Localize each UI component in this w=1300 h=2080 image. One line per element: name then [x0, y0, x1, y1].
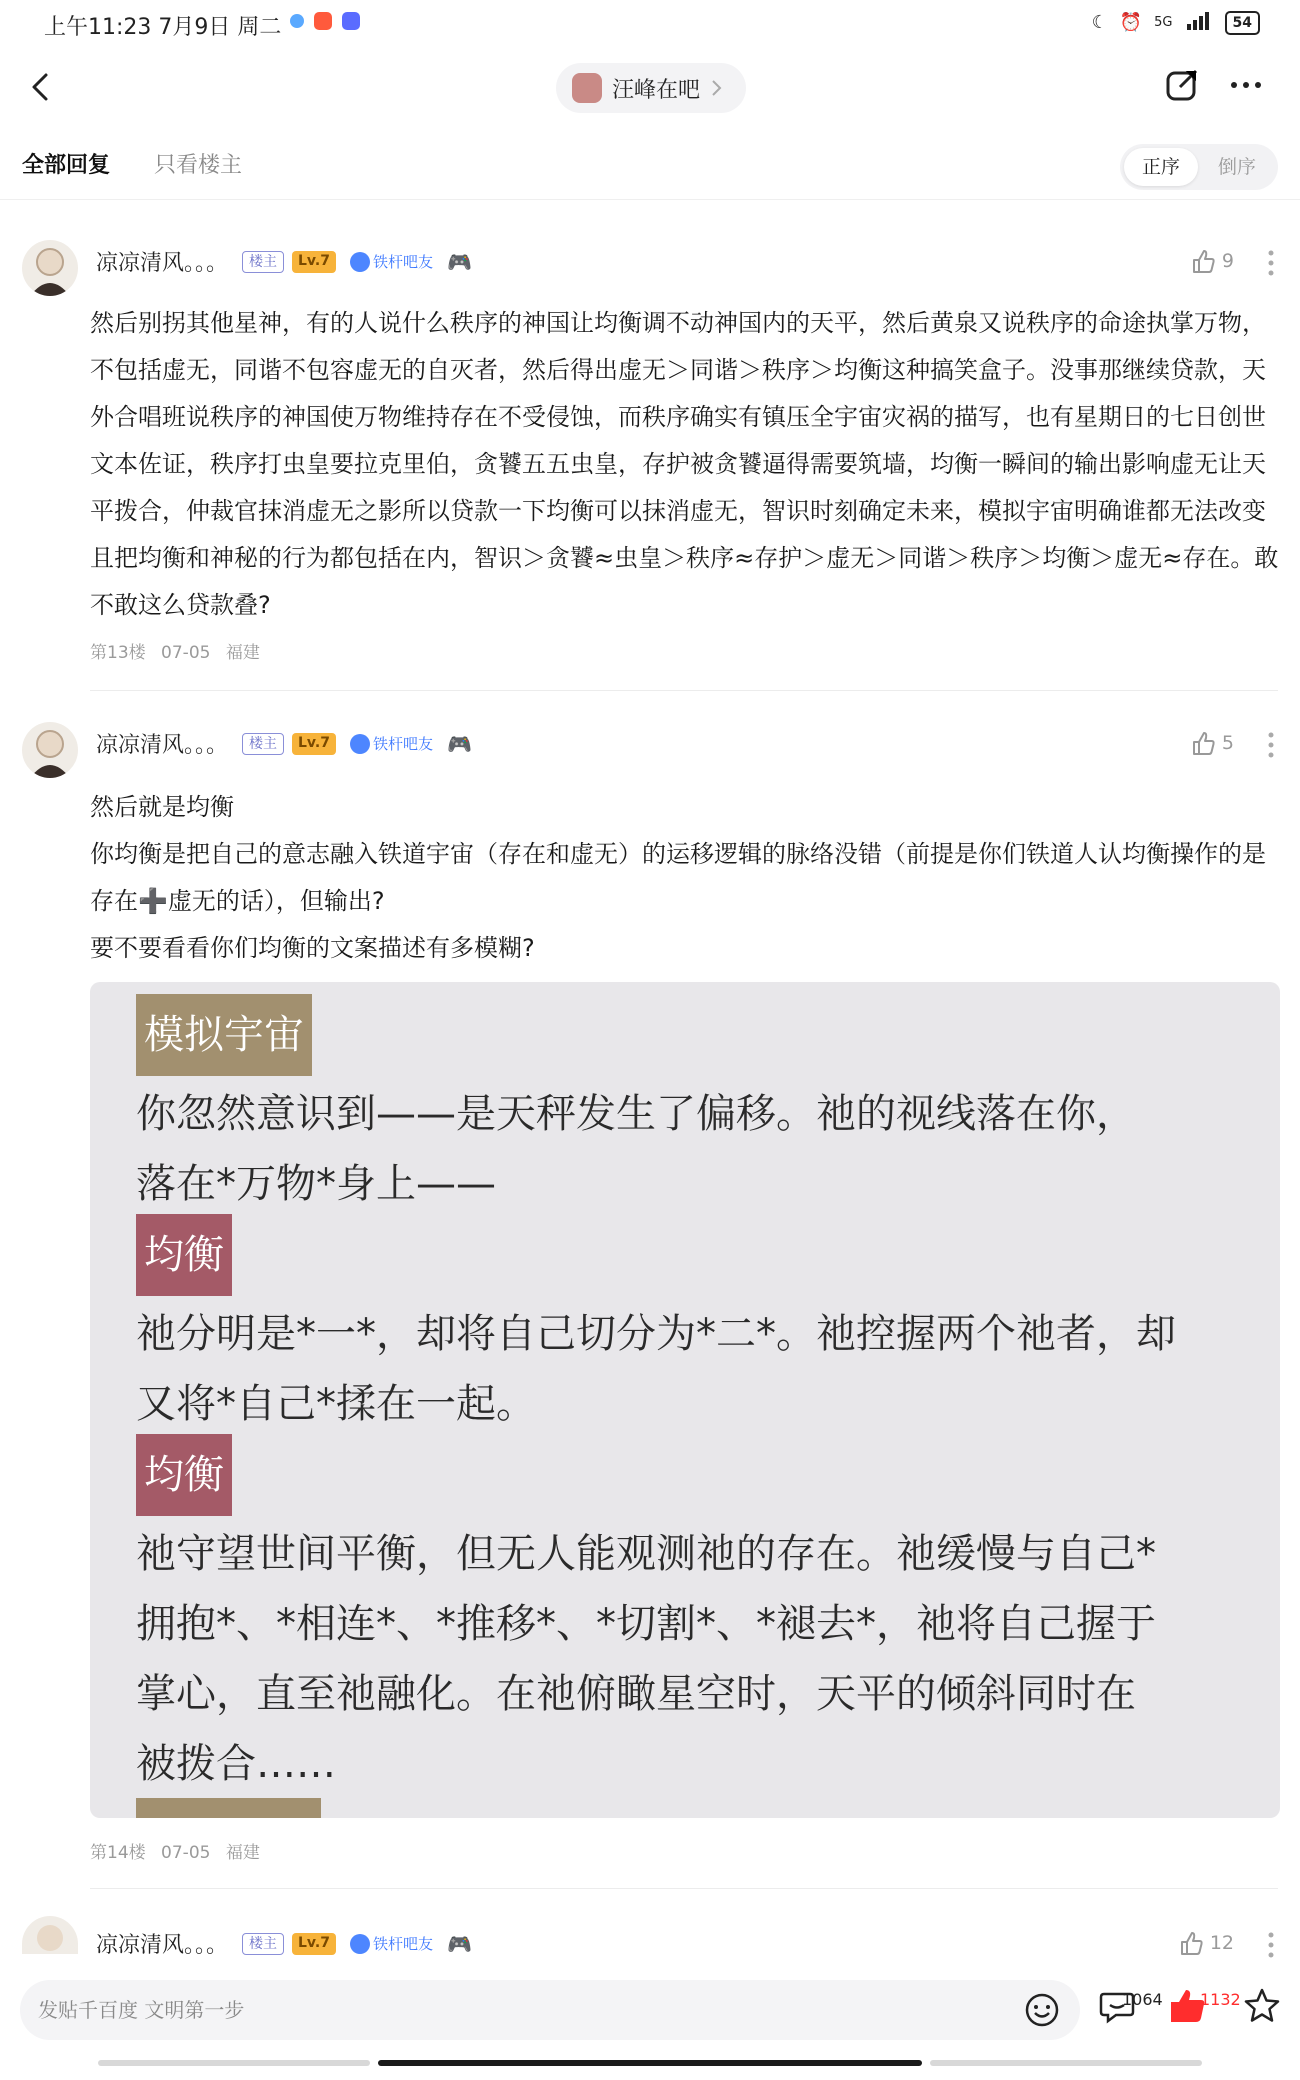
image-tag: 均衡: [136, 1214, 232, 1296]
thumb-up-icon: [1190, 730, 1216, 756]
op-badge: 楼主: [242, 1933, 284, 1955]
more-icon: [1228, 67, 1264, 103]
reply-input[interactable]: [38, 1980, 978, 2040]
author-name[interactable]: 凉凉清风。。。: [96, 1933, 229, 1958]
post-image[interactable]: [90, 982, 1280, 1818]
emoji-badge-icon: 🎮: [447, 249, 472, 274]
like-count: 9: [1221, 250, 1234, 272]
image-text-line: 落在*万物*身上——: [136, 1161, 496, 1207]
fan-badge-icon: [350, 252, 370, 272]
order-asc-button[interactable]: 正序: [1124, 148, 1198, 186]
image-tag: 模拟宇宙: [136, 994, 312, 1076]
fan-badge-icon: [350, 734, 370, 754]
image-text-line: 掌心，直至祂融化。在祂俯瞰星空时，天平的倾斜同时在: [136, 1671, 1136, 1717]
floor-number: 第13楼: [90, 643, 146, 663]
forum-entry-button[interactable]: [556, 63, 746, 113]
star-icon: [1242, 1986, 1282, 2026]
status-app-icons: [290, 12, 360, 30]
avatar[interactable]: [22, 722, 78, 778]
app-notification-icon: [290, 14, 304, 28]
share-icon: [1164, 67, 1200, 103]
fan-badge: 铁杆吧友: [344, 733, 439, 755]
gesture-bar: [98, 2060, 370, 2066]
floor-number: 第14楼: [90, 1843, 146, 1863]
post-more-icon[interactable]: [1268, 250, 1274, 276]
avatar[interactable]: [22, 1916, 78, 1954]
like-count: 5: [1221, 732, 1234, 754]
image-cropped-tag: [136, 1798, 321, 1818]
share-button[interactable]: [1164, 67, 1200, 107]
like-count: 1132: [1200, 1990, 1241, 2009]
post-date: 07-05: [161, 643, 211, 663]
post-content: 然后就是均衡 你均衡是把自己的意志融入铁道宇宙（存在和虚无）的运移逻辑的脉络没错（前提是你们铁道人认均衡操作的是存在➕虚无的话），但输出? 要不要看看你们均衡的文案描述有多模糊?: [90, 793, 1266, 962]
forum-avatar: [572, 73, 602, 103]
signal-icon: [1185, 10, 1213, 35]
fan-badge-icon: [350, 1934, 370, 1954]
post-content: 然后别拐其他星神，有的人说什么秩序的神国让均衡调不动神国内的天平，然后黄泉又说秩序的命途执掌万物，不包括虚无，同谐不包容虚无的自灭者，然后得出虚无＞同谐＞秩序＞均衡这种搞笑盒子。没事那继续贷款，天外合唱班说秩序的神国使万物维持存在不受侵蚀，而秩序确实有镇压全宇宙灾祸的描写，也有星期日的七日创世文本佐证，秩序打虫皇要拉克里伯，贪饕五五虫皇，存护被贪饕逼得需要筑墙，均衡一瞬间的输出影响虚无让天平拨合，仲裁官抹消虚无之影所以贷款一下均衡可以抹消虚无，智识时刻确定未来，模拟宇宙明确谁都无法改变且把均衡和神秘的行为都包括在内，智识＞贪饕≈虫皇＞秩序≈存护＞虚无＞同谐＞秩序＞均衡＞虚无≈存在。敢不敢这么贷款叠?: [90, 309, 1279, 619]
battery-icon: 54: [1225, 11, 1260, 35]
author-name[interactable]: 凉凉清风。。。: [96, 251, 229, 276]
op-badge: 楼主: [242, 733, 284, 755]
app-notification-icon: [314, 12, 332, 30]
thumb-up-icon: [1178, 1930, 1204, 1956]
image-text-line: 又将*自己*揉在一起。: [136, 1381, 536, 1427]
like-button[interactable]: [1178, 1930, 1234, 1956]
top-nav: [0, 55, 1300, 125]
moon-icon: ☾: [1091, 12, 1108, 33]
forum-name: 汪峰在吧: [612, 77, 701, 103]
image-tag: 均衡: [136, 1434, 232, 1516]
chevron-right-icon: [710, 77, 724, 99]
emoji-badge-icon: 🎮: [447, 1931, 472, 1956]
status-indicators: [1092, 10, 1260, 35]
post-location: 福建: [225, 1843, 260, 1863]
favorite-button[interactable]: [1242, 1986, 1282, 2030]
level-badge: Lv.7: [292, 733, 336, 755]
post-meta: [90, 1838, 270, 1863]
post-date: 07-05: [161, 1843, 211, 1863]
image-text-line: 祂分明是*一*，却将自己切分为*二*。祂控握两个祂者，却: [136, 1311, 1176, 1357]
divider: [90, 690, 1278, 691]
alarm-icon: ⏰: [1119, 12, 1143, 33]
fan-badge: 铁杆吧友: [344, 1933, 439, 1955]
gesture-bar[interactable]: [378, 2060, 922, 2066]
status-bar: [0, 0, 1300, 50]
order-desc-button[interactable]: 倒序: [1217, 156, 1256, 178]
emoji-icon: [1024, 1992, 1060, 2028]
op-badge: 楼主: [242, 251, 284, 273]
post-more-icon[interactable]: [1268, 732, 1274, 758]
post-meta: [90, 638, 270, 663]
image-text-line: 拥抱*、*相连*、*推移*、*切割*、*褪去*，祂将自己握于: [136, 1601, 1156, 1647]
level-badge: Lv.7: [292, 251, 336, 273]
post-location: 福建: [225, 643, 260, 663]
app-notification-icon: [342, 12, 360, 30]
image-text-line: 被拨合……: [136, 1741, 336, 1787]
avatar[interactable]: [22, 240, 78, 296]
like-button[interactable]: [1190, 730, 1234, 756]
reply-filter-tabs: [0, 140, 1300, 200]
post-more-icon[interactable]: [1268, 1932, 1274, 1958]
divider: [90, 1888, 1278, 1889]
emoji-badge-icon: 🎮: [447, 731, 472, 756]
like-button[interactable]: [1190, 248, 1234, 274]
fan-badge: 铁杆吧友: [344, 251, 439, 273]
thumb-up-icon: [1190, 248, 1216, 274]
order-toggle: [1120, 144, 1278, 190]
back-button[interactable]: [22, 67, 62, 107]
emoji-button[interactable]: [1024, 1992, 1060, 2032]
level-badge: Lv.7: [292, 1933, 336, 1955]
status-time: 上午11:23 7月9日 周二: [44, 15, 282, 40]
chevron-left-icon: [22, 67, 62, 107]
author-name[interactable]: 凉凉清风。。。: [96, 733, 229, 758]
image-text-line: 你忽然意识到——是天秤发生了偏移。祂的视线落在你，: [136, 1091, 1136, 1137]
reply-composer: [20, 1980, 1080, 2040]
network-label: 5G: [1154, 15, 1173, 30]
gesture-bar: [930, 2060, 1202, 2066]
like-count: 12: [1209, 1932, 1234, 1954]
tab-op-only[interactable]: 只看楼主: [154, 153, 243, 178]
more-menu-button[interactable]: [1228, 67, 1264, 107]
comment-count: 1064: [1122, 1990, 1163, 2009]
tab-all-replies[interactable]: 全部回复: [22, 153, 111, 178]
image-text-line: 祂守望世间平衡，但无人能观测祂的存在。祂缓慢与自己*: [136, 1531, 1156, 1577]
